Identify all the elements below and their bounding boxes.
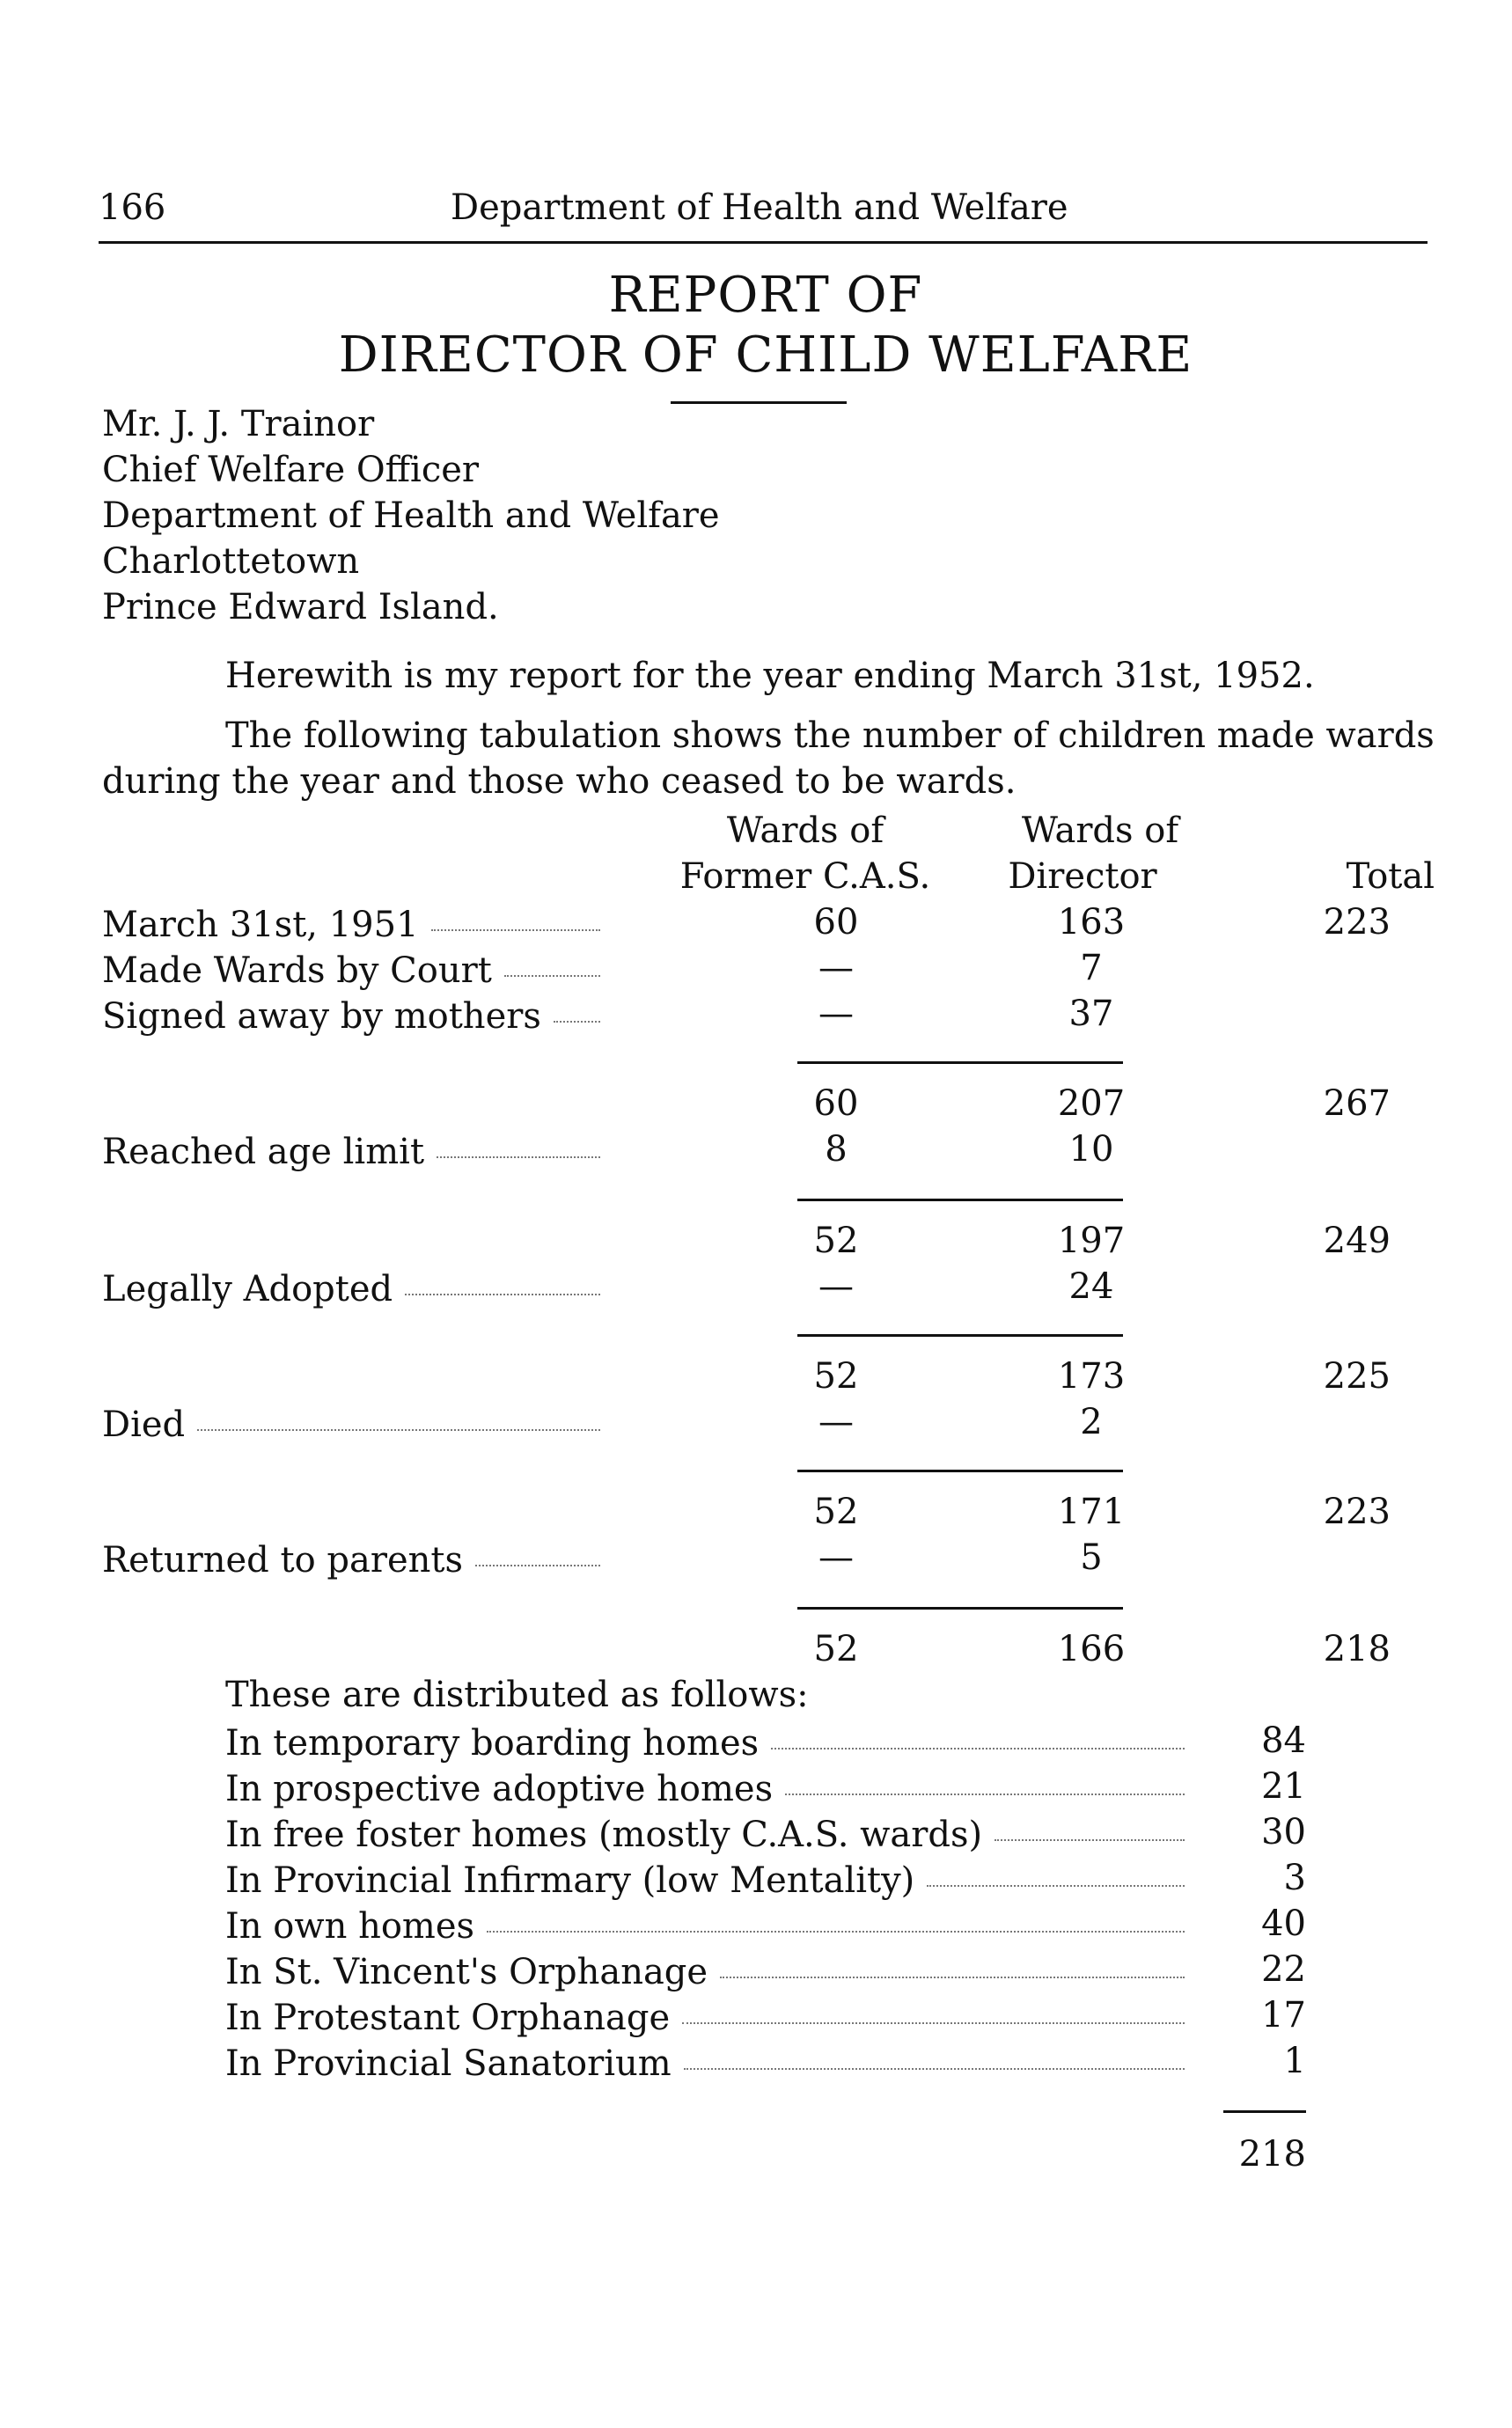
- distribution-value: 84: [1261, 1720, 1306, 1761]
- distribution-value: 21: [1261, 1766, 1306, 1807]
- subtotal-total: 249: [1323, 1221, 1391, 1261]
- distribution-value: 17: [1261, 1995, 1306, 2036]
- subtotal-cas: 52: [813, 1356, 859, 1397]
- subtotal-cas: 60: [813, 1083, 859, 1124]
- cell-director: 7: [1080, 948, 1103, 988]
- row-label: March 31st, 1951: [102, 905, 600, 945]
- final-cas: 52: [813, 1629, 859, 1669]
- distribution-label: In own homes: [225, 1906, 1185, 1947]
- distribution-label: In free foster homes (mostly C.A.S. wards): [225, 1815, 1185, 1855]
- distribution-total-rule: [1223, 2110, 1306, 2113]
- title-rule: [671, 401, 847, 404]
- distribution-label: In Protestant Orphanage: [225, 1998, 1185, 2038]
- cell-total: 223: [1323, 902, 1391, 943]
- address-line: Chief Welfare Officer: [102, 450, 480, 490]
- cell-director: 24: [1068, 1266, 1114, 1307]
- distribution-value: 30: [1261, 1812, 1306, 1852]
- final-total: 218: [1323, 1629, 1391, 1669]
- cell-director: 2: [1080, 1402, 1103, 1442]
- distribution-label: In Provincial Sanatorium: [225, 2043, 1185, 2084]
- subtotal-rule: [797, 1470, 1123, 1472]
- paragraph-line: during the year and those who ceased to be wards.: [102, 761, 1017, 802]
- address-line: Charlottetown: [102, 541, 360, 582]
- subtotal-cas: 52: [813, 1221, 859, 1261]
- row-label: Legally Adopted: [102, 1269, 600, 1309]
- cell-director: 10: [1068, 1129, 1114, 1170]
- cell-cas: 8: [825, 1129, 848, 1170]
- distribution-heading: These are distributed as follows:: [225, 1675, 809, 1715]
- row-label: Reached age limit: [102, 1132, 600, 1172]
- cell-cas: —: [818, 994, 854, 1034]
- row-label: Signed away by mothers: [102, 996, 600, 1037]
- page-number: 166: [99, 187, 166, 228]
- subtotal-rule: [797, 1334, 1123, 1337]
- column-header-director: Wards of: [1021, 811, 1179, 851]
- cell-director: 5: [1080, 1537, 1103, 1578]
- intro-sentence: Herewith is my report for the year ending March 31st, 1952.: [225, 656, 1315, 696]
- subtotal-director: 173: [1057, 1356, 1126, 1397]
- distribution-label: In temporary boarding homes: [225, 1723, 1185, 1764]
- distribution-total: 218: [1238, 2134, 1306, 2175]
- row-label: Returned to parents: [102, 1540, 600, 1581]
- subtotal-rule: [797, 1199, 1123, 1201]
- subtotal-director: 197: [1057, 1221, 1126, 1261]
- subtotal-cas: 52: [813, 1492, 859, 1532]
- distribution-label: In Provincial Infirmary (low Mentality): [225, 1860, 1185, 1901]
- distribution-value: 1: [1283, 2041, 1306, 2081]
- report-title-line1: REPORT OF: [608, 267, 923, 324]
- total-rule: [797, 1607, 1123, 1610]
- subtotal-total: 225: [1323, 1356, 1391, 1397]
- distribution-value: 3: [1283, 1858, 1306, 1898]
- cell-cas: —: [818, 1537, 854, 1578]
- subtotal-total: 267: [1323, 1083, 1391, 1124]
- header-rule: [99, 241, 1428, 244]
- cell-director: 163: [1057, 902, 1126, 943]
- subtotal-director: 207: [1057, 1083, 1126, 1124]
- column-header-cas: Wards of: [726, 811, 884, 851]
- distribution-label: In St. Vincent's Orphanage: [225, 1952, 1185, 1992]
- row-label: Made Wards by Court: [102, 950, 600, 991]
- subtotal-total: 223: [1323, 1492, 1391, 1532]
- column-header-director: Director: [1008, 856, 1157, 897]
- distribution-label: In prospective adoptive homes: [225, 1769, 1185, 1809]
- cell-cas: 60: [813, 902, 859, 943]
- cell-cas: —: [818, 1266, 854, 1307]
- column-header-total: Total: [1346, 856, 1435, 897]
- report-title-line2: DIRECTOR OF CHILD WELFARE: [338, 326, 1193, 384]
- cell-cas: —: [818, 1402, 854, 1442]
- address-line: Prince Edward Island.: [102, 587, 499, 627]
- row-label: Died: [102, 1405, 600, 1445]
- subtotal-rule: [797, 1061, 1123, 1064]
- distribution-value: 22: [1261, 1949, 1306, 1990]
- paragraph-line: The following tabulation shows the number of children made wards: [225, 715, 1435, 756]
- distribution-value: 40: [1261, 1904, 1306, 1944]
- address-line: Department of Health and Welfare: [102, 495, 720, 536]
- address-line: Mr. J. J. Trainor: [102, 404, 375, 444]
- subtotal-director: 171: [1057, 1492, 1126, 1532]
- running-title: Department of Health and Welfare: [451, 187, 1068, 228]
- cell-cas: —: [818, 948, 854, 988]
- final-director: 166: [1057, 1629, 1126, 1669]
- cell-director: 37: [1068, 994, 1114, 1034]
- column-header-cas: Former C.A.S.: [679, 856, 931, 897]
